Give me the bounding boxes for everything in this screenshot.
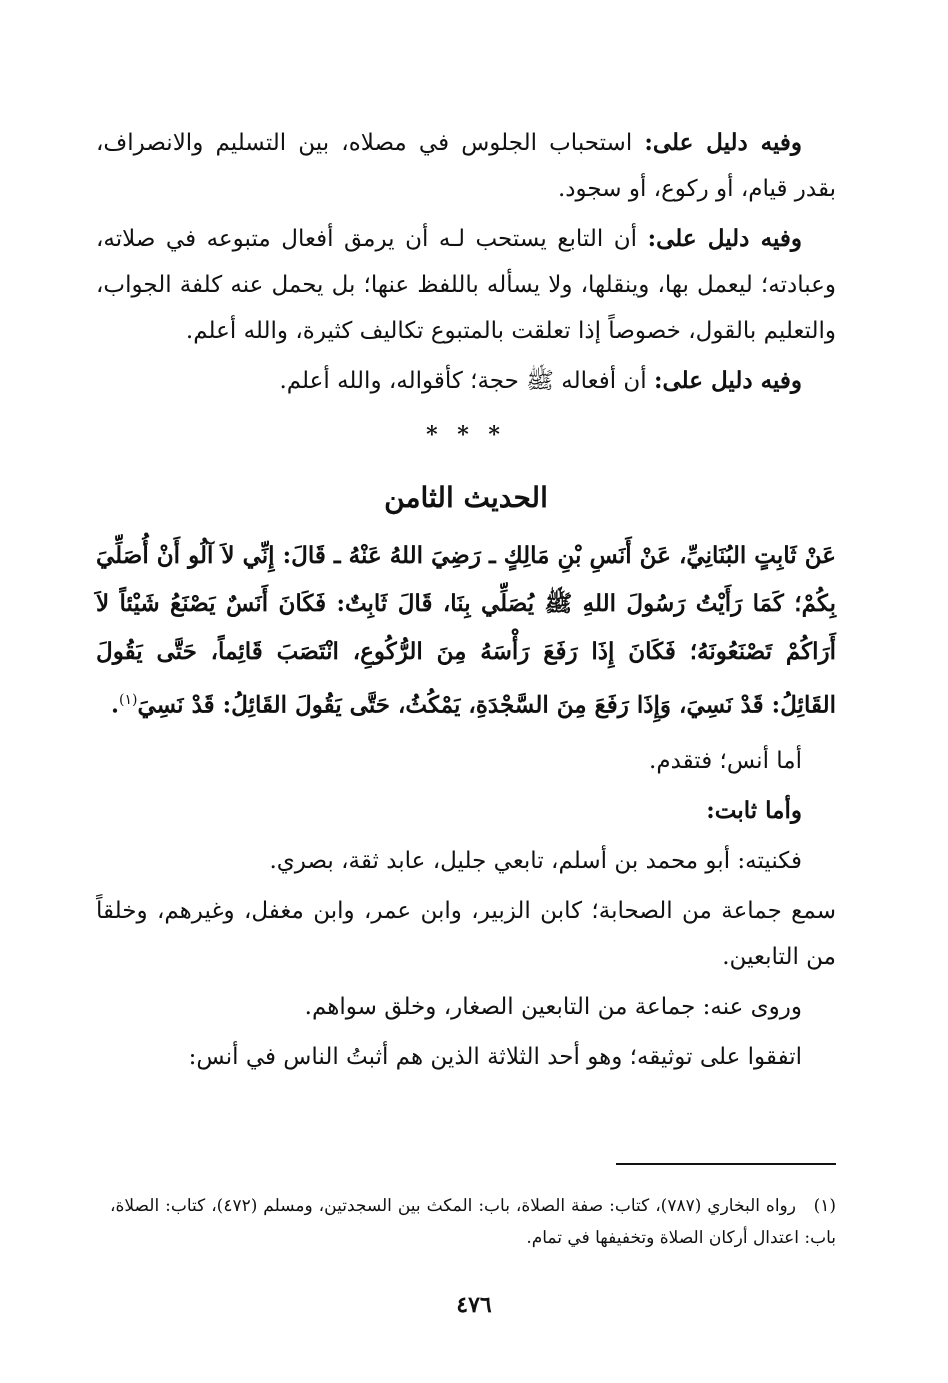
paragraph-lead: وفيه دليل على: (654, 367, 802, 394)
footnote-reference: (١) (119, 692, 138, 708)
paragraph (96, 1034, 836, 1080)
paragraph-text: أن أفعاله ﷺ حجة؛ كأقواله، والله أعلم. (279, 368, 654, 394)
page-number: ٤٧٦ (456, 1292, 492, 1318)
footnote (110, 1190, 836, 1254)
paragraph (96, 738, 836, 784)
section-separator: * * * (426, 422, 506, 448)
paragraph (96, 788, 836, 834)
hadith-text (96, 532, 836, 730)
hadith-body: عَنْ ثَابِتٍ البُنَانِيِّ، عَنْ أَنَسِ بْنِ مَالِكٍ ـ رَضِيَ اللهُ عَنْهُ ـ قَالَ: إِنِّي لاَ آلُو أَنْ أُصَلِّيَ بِكُمْ؛ كَمَا رَأَيْتُ رَسُولَ اللهِ ﷺ يُصَلِّي بِنَا، قَالَ ثَابِتٌ: فَكَانَ أَنَسٌ يَصْنَعُ شَيْئاً لاَ أَرَاكُمْ تَصْنَعُونَهُ؛ فَكَانَ إِذَا رَفَعَ رَأْسَهُ مِنَ الرُّكُوعِ، انْتَصَبَ قَائِماً، حَتَّى يَقُولَ القَائِلُ: قَدْ نَسِيَ، وَإِذَا رَفَعَ مِنَ السَّجْدَةِ، يَمْكُثُ، حَتَّى يَقُولَ القَائِلُ: قَدْ نَسِيَ (96, 542, 836, 719)
paragraph-text: وروى عنه: جماعة من التابعين الصغار، وخلق سواهم. (304, 993, 802, 1020)
paragraph-text: اتفقوا على توثيقه؛ وهو أحد الثلاثة الذين هم أثبتُ الناس في أنس: (188, 1043, 802, 1070)
paragraph (96, 888, 836, 980)
footnote-text: رواه البخاري (٧٨٧)، كتاب: صفة الصلاة، باب: المكث بين السجدتين، ومسلم (٤٧٢)، كتاب: الصلاة، باب: اعتدال أركان الصلاة وتخفيفها في تمام. (110, 1196, 836, 1248)
paragraph (96, 120, 836, 212)
paragraph-text: أن التابع يستحب لـه أن يرمق أفعال متبوعه في صلاته، وعبادته؛ ليعمل بها، وينقلها، ولا يسأله باللفظ عنها؛ بل يحمل عنه كلفة الجواب، والتعليم بالقول، خصوصاً إذا تعلقت بالمتبوع تكاليف كثيرة، والله أعلم. (96, 226, 836, 344)
paragraph-lead: وفيه دليل على: (647, 225, 802, 252)
paragraph (96, 216, 836, 354)
footnote-number: (١) (813, 1196, 836, 1216)
paragraph-text: سمع جماعة من الصحابة؛ كابن الزبير، وابن عمر، وابن مغفل، وغيرهم، وخلقاً من التابعين. (96, 897, 836, 970)
paragraph (96, 838, 836, 884)
paragraph-text: استحباب الجلوس في مصلاه، بين التسليم والانصراف، بقدر قيام، أو ركوع، أو سجود. (96, 130, 836, 202)
paragraph (96, 984, 836, 1030)
hadith-end: . (111, 691, 120, 719)
section-title: الحديث الثامن (384, 481, 548, 514)
paragraph-text: فكنيته: أبو محمد بن أسلم، تابعي جليل، عابد ثقة، بصري. (269, 847, 802, 874)
paragraph (96, 358, 836, 404)
footnote-divider (616, 1163, 836, 1165)
paragraph-lead: وفيه دليل على: (644, 129, 802, 156)
paragraph-lead: وأما ثابت: (706, 796, 802, 824)
paragraph-text: أما أنس؛ فتقدم. (649, 747, 802, 774)
